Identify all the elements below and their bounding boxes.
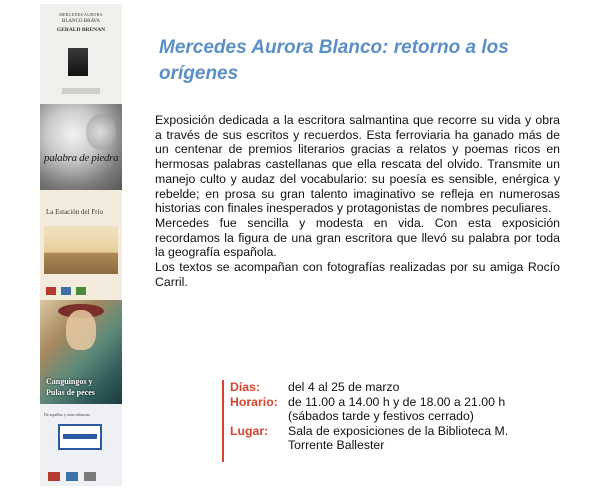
description-paragraph-3: Los textos se acompañan con fotografías realizadas por su amiga Rocío Carril. xyxy=(155,260,560,289)
cover-1-author: GERALD BRENAN xyxy=(56,27,106,33)
info-row-lugar xyxy=(230,424,582,439)
description-paragraph-2: Mercedes fue sencilla y modesta en vida. Con esta exposición recordamos la figura de una gran escritora que llevó su palabra por toda la geografía española. xyxy=(155,215,560,260)
lugar-label: Lugar: xyxy=(230,423,269,438)
book-cover-1 xyxy=(40,4,122,104)
cover-1-footer xyxy=(62,88,100,94)
cover-4-face xyxy=(66,310,96,350)
dias-value: del 4 al 25 de marzo xyxy=(288,380,400,394)
cover-5-logos xyxy=(48,468,102,486)
cover-3-illustration xyxy=(44,226,118,274)
cover-1-line-2: BLANCO BRAVA xyxy=(61,19,101,24)
book-cover-3 xyxy=(40,190,122,300)
book-cover-4 xyxy=(40,300,122,404)
description-paragraph-1: Exposición dedicada a la escritora salmantina que recorre su vida y obra a través de sus escritos y recuerdos. Esta ferroviaria ha ganado más de un centenar de premios literarios gracias a relatos y poemas ricos en hermosas palabras castellanas que ella rescata del olvido. Transmite un manejo culto y audaz del vocabulario: su poesía es sensible, enérgica y rebelde; en prosa su gran talento imaginativo se refleja en numerosas historias con finales inesperados y protagonistas de nombres peculiares. xyxy=(155,113,560,216)
dias-label: Días: xyxy=(230,380,261,394)
book-cover-2 xyxy=(40,104,122,190)
lugar-value-2: Torrente Ballester xyxy=(288,438,385,452)
lugar-value-1: Sala de exposiciones de la Biblioteca M. xyxy=(288,423,509,438)
cover-1-portrait xyxy=(68,48,88,76)
horario-note: (sábados tarde y festivos cerrado) xyxy=(288,409,474,423)
book-cover-5 xyxy=(40,404,122,486)
info-row-horario xyxy=(230,395,582,410)
info-row-dias xyxy=(230,380,582,395)
cover-4-title-line-1: Canguingos y xyxy=(46,377,93,386)
cover-2-sculpture xyxy=(86,114,116,150)
book-covers-strip xyxy=(40,4,122,486)
exhibition-title: Mercedes Aurora Blanco: retorno a los orígenes xyxy=(159,37,509,84)
horario-label: Horario: xyxy=(230,394,278,409)
cover-3-title: La Estación del Frío xyxy=(46,208,103,216)
exhibition-description xyxy=(155,113,560,289)
cover-5-top: De aquellas y otras infancias xyxy=(44,412,90,417)
cover-3-logos xyxy=(46,282,116,290)
cover-2-title: palabra de piedra xyxy=(44,152,119,164)
cover-4-title-line-2: Pulas de peces xyxy=(46,388,95,397)
horario-value: de 11.00 a 14.00 h y de 18.00 a 21.00 h xyxy=(288,394,506,409)
cover-4-title xyxy=(46,376,95,398)
cover-5-label-box xyxy=(58,424,102,450)
exhibition-info xyxy=(222,380,582,462)
cover-1-line-1: MERCEDES AURORA xyxy=(59,12,103,17)
